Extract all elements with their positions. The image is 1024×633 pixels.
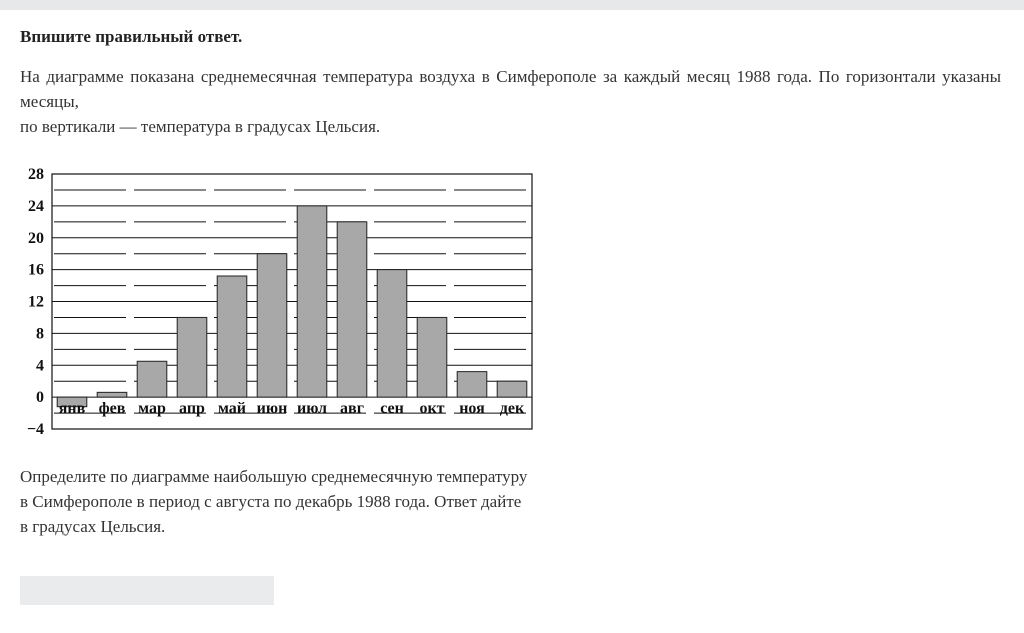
y-tick-label: 28 [28, 166, 44, 183]
instruction-heading: Впишите правильный ответ. [20, 27, 243, 46]
y-tick-label: 8 [36, 325, 44, 343]
x-tick-label-дек: дек [499, 400, 525, 418]
bar-июл [297, 206, 327, 397]
problem-line-2: по вертикали — температура в градусах Цельсия. [20, 117, 381, 136]
problem-line-1: На диаграмме показана среднемесячная температура воздуха в Симферополе за каждый месяц 1988 года. По горизонтали указаны месяцы, [20, 67, 1001, 111]
bar-фев [97, 392, 127, 397]
x-tick-label-апр: апр [179, 400, 205, 418]
x-tick-label-ноя: ноя [459, 400, 485, 418]
x-tick-label-мар: мар [138, 400, 166, 418]
y-tick-label: 4 [36, 357, 44, 375]
temperature-chart [0, 160, 560, 440]
problem-text [20, 64, 1001, 139]
x-tick-label-окт: окт [419, 400, 445, 418]
x-tick-label-янв: янв [58, 400, 86, 418]
y-tick-label: 24 [28, 197, 44, 215]
y-tick-label: −4 [26, 421, 44, 438]
x-tick-label-сен: сен [380, 400, 404, 418]
bar-мар [137, 361, 167, 397]
bar-дек [497, 381, 527, 397]
x-tick-label-июл: июл [296, 400, 328, 418]
bar-ноя [457, 372, 487, 398]
bar-июн [257, 254, 287, 397]
bar-май [217, 276, 247, 397]
bar-окт [417, 317, 447, 397]
question-line-2: в Симферополе в период с августа по декабрь 1988 года. Ответ дайте [20, 492, 522, 511]
x-tick-label-авг: авг [340, 400, 364, 418]
bar-авг [337, 222, 367, 397]
y-tick-label: 20 [28, 229, 44, 247]
answer-input[interactable] [20, 576, 274, 605]
chart-svg [0, 160, 560, 440]
x-tick-label-фев: фев [98, 400, 126, 418]
y-tick-label: 0 [36, 389, 44, 407]
question-line-3: в градусах Цельсия. [20, 517, 166, 536]
x-tick-label-июн: июн [256, 400, 288, 418]
bar-апр [177, 317, 207, 397]
top-bar [0, 0, 1024, 10]
question-line-1: Определите по диаграмме наибольшую среднемесячную температуру [20, 467, 528, 486]
y-tick-label: 16 [28, 261, 44, 279]
y-tick-label: 12 [28, 293, 44, 311]
question-text [20, 464, 580, 539]
x-tick-label-май: май [217, 400, 247, 418]
bar-сен [377, 270, 407, 398]
